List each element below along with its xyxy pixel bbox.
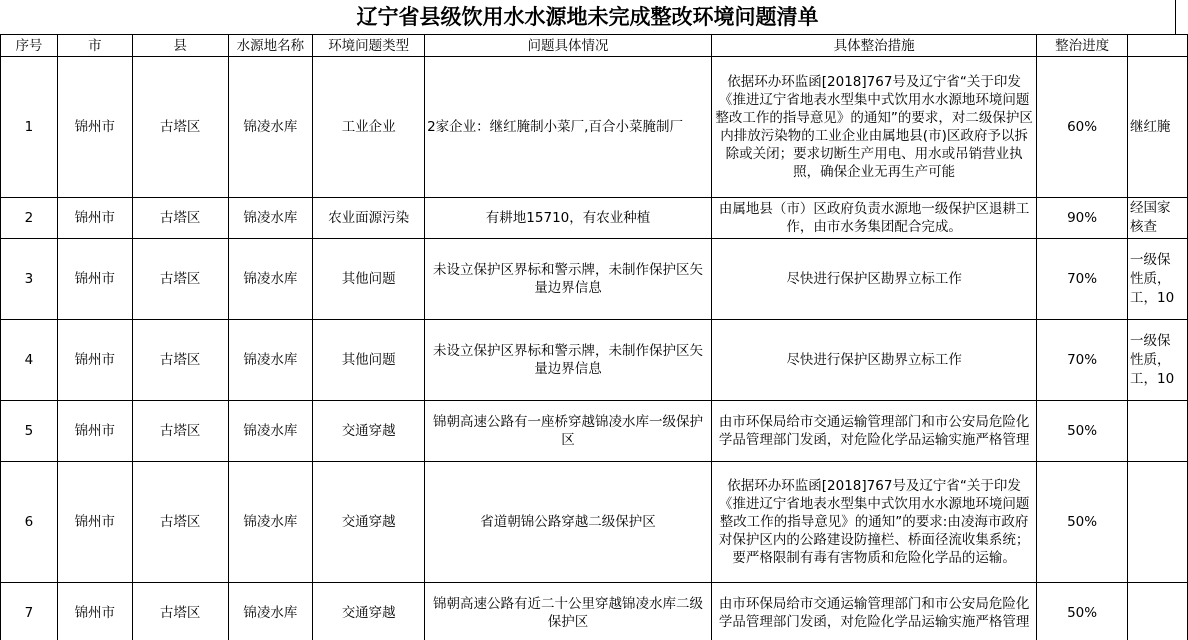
extra-cell[interactable] <box>1127 57 1187 198</box>
measure-cell[interactable]: 依据环办环监函[2018]767号及辽宁省“关于印发《推进辽宁省地表水型集中式饮用水水源地环境问题整改工作的指导意见》的通知”的要求，对二级保护区内排放污染物的工业企业由属地县(市)区政府予以拆除或关闭；要求切断生产用电、用水或吊销营业执照，确保企业无再生产可能 <box>711 57 1036 198</box>
header-no[interactable]: 序号 <box>1 35 58 57</box>
measure-cell[interactable]: 由市环保局给市交通运输管理部门和市公安局危险化学品管理部门发函，对危险化学品运输实施严格管理 <box>711 401 1036 462</box>
header-city[interactable]: 市 <box>57 35 132 57</box>
extra-cell-line: 一级保 <box>1129 332 1171 349</box>
header-measures[interactable]: 具体整治措施 <box>711 35 1036 57</box>
city-cell[interactable]: 锦州市 <box>57 462 132 583</box>
county-cell[interactable]: 古塔区 <box>132 583 228 640</box>
extra-cell[interactable] <box>1127 320 1187 401</box>
progress-cell[interactable]: 60% <box>1037 57 1128 198</box>
county-cell[interactable]: 古塔区 <box>132 57 228 198</box>
issue-detail-cell[interactable]: 未设立保护区界标和警示牌，未制作保护区矢量边界信息 <box>425 320 712 401</box>
progress-cell[interactable]: 70% <box>1037 239 1128 320</box>
extra-cell-line: 继红腌 <box>1129 118 1171 135</box>
table-row <box>1 401 1188 462</box>
measure-cell[interactable]: 由市环保局给市交通运输管理部门和市公安局危险化学品管理部门发函，对危险化学品运输实施严格管理 <box>711 583 1036 640</box>
issue-type-cell[interactable]: 工业企业 <box>313 57 425 198</box>
title-tail-cell <box>1176 0 1188 35</box>
row-no-cell[interactable]: 2 <box>1 198 58 239</box>
source-name-cell[interactable]: 锦凌水库 <box>228 462 313 583</box>
city-cell[interactable]: 锦州市 <box>57 401 132 462</box>
source-name-cell[interactable]: 锦凌水库 <box>228 401 313 462</box>
row-no-cell[interactable]: 7 <box>1 583 58 640</box>
sheet-title: 辽宁省县级饮用水水源地未完成整改环境问题清单 <box>0 0 1176 34</box>
city-cell[interactable]: 锦州市 <box>57 583 132 640</box>
row-no-cell[interactable]: 6 <box>1 462 58 583</box>
measure-cell[interactable]: 由属地县（市）区政府负责水源地一级保护区退耕工作，由市水务集团配合完成。 <box>711 198 1036 239</box>
table-row <box>1 583 1188 640</box>
city-cell[interactable]: 锦州市 <box>57 239 132 320</box>
source-name-cell[interactable]: 锦凌水库 <box>228 583 313 640</box>
row-no-cell[interactable]: 3 <box>1 239 58 320</box>
extra-cell[interactable] <box>1127 462 1187 583</box>
county-cell[interactable]: 古塔区 <box>132 462 228 583</box>
county-cell[interactable]: 古塔区 <box>132 320 228 401</box>
table-row <box>1 320 1188 401</box>
progress-cell[interactable]: 70% <box>1037 320 1128 401</box>
issue-detail-cell[interactable]: 未设立保护区界标和警示牌，未制作保护区矢量边界信息 <box>425 239 712 320</box>
issue-detail-cell[interactable]: 锦朝高速公路有近二十公里穿越锦凌水库二级保护区 <box>425 583 712 640</box>
progress-cell[interactable]: 50% <box>1037 583 1128 640</box>
city-cell[interactable]: 锦州市 <box>57 57 132 198</box>
extra-cell-line: 工，10 <box>1129 370 1175 387</box>
progress-cell[interactable]: 90% <box>1037 198 1128 239</box>
extra-cell-line: 经国家 <box>1129 200 1171 216</box>
header-issue-detail[interactable]: 问题具体情况 <box>425 35 712 57</box>
county-cell[interactable]: 古塔区 <box>132 239 228 320</box>
header-row <box>1 35 1188 57</box>
table-row <box>1 462 1188 583</box>
progress-cell[interactable]: 50% <box>1037 401 1128 462</box>
extra-cell-line: 工，10 <box>1129 289 1175 306</box>
extra-cell[interactable] <box>1127 198 1187 239</box>
issue-type-cell[interactable]: 交通穿越 <box>313 583 425 640</box>
extra-cell-line: 性质， <box>1129 270 1171 287</box>
issue-type-cell[interactable]: 农业面源污染 <box>313 198 425 239</box>
header-source-name[interactable]: 水源地名称 <box>228 35 313 57</box>
header-issue-type[interactable]: 环境问题类型 <box>313 35 425 57</box>
row-no-cell[interactable]: 5 <box>1 401 58 462</box>
extra-cell[interactable] <box>1127 401 1187 462</box>
county-cell[interactable]: 古塔区 <box>132 401 228 462</box>
row-no-cell[interactable]: 1 <box>1 57 58 198</box>
issue-detail-cell[interactable]: 有耕地15710，有农业种植 <box>425 198 712 239</box>
table-row <box>1 57 1188 198</box>
header-progress[interactable]: 整治进度 <box>1037 35 1128 57</box>
header-county[interactable]: 县 <box>132 35 228 57</box>
source-name-cell[interactable]: 锦凌水库 <box>228 239 313 320</box>
county-cell[interactable]: 古塔区 <box>132 198 228 239</box>
extra-cell-line: 一级保 <box>1129 251 1171 268</box>
issue-type-cell[interactable]: 其他问题 <box>313 239 425 320</box>
progress-cell[interactable]: 50% <box>1037 462 1128 583</box>
source-name-cell[interactable]: 锦凌水库 <box>228 320 313 401</box>
table-row <box>1 239 1188 320</box>
issue-type-cell[interactable]: 其他问题 <box>313 320 425 401</box>
table-row <box>1 198 1188 239</box>
issue-detail-cell[interactable]: 锦朝高速公路有一座桥穿越锦凌水库一级保护区 <box>425 401 712 462</box>
row-no-cell[interactable]: 4 <box>1 320 58 401</box>
issue-type-cell[interactable]: 交通穿越 <box>313 401 425 462</box>
extra-cell[interactable] <box>1127 239 1187 320</box>
measure-cell[interactable]: 依据环办环监函[2018]767号及辽宁省“关于印发《推进辽宁省地表水型集中式饮用水水源地环境问题整改工作的指导意见》的通知”的要求:由凌海市政府对保护区内的公路建设防撞栏、桥面径流收集系统；要严格限制有毒有害物质和危险化学品的运输。 <box>711 462 1036 583</box>
extra-cell-line: 核查 <box>1129 219 1157 235</box>
city-cell[interactable]: 锦州市 <box>57 320 132 401</box>
extra-cell-line: 性质， <box>1129 351 1171 368</box>
city-cell[interactable]: 锦州市 <box>57 198 132 239</box>
header-extra[interactable] <box>1127 35 1187 57</box>
source-name-cell[interactable]: 锦凌水库 <box>228 198 313 239</box>
extra-cell[interactable] <box>1127 583 1187 640</box>
measure-cell[interactable]: 尽快进行保护区勘界立标工作 <box>711 239 1036 320</box>
issue-type-cell[interactable]: 交通穿越 <box>313 462 425 583</box>
issue-detail-cell[interactable]: 2家企业：继红腌制小菜厂,百合小菜腌制厂 <box>425 57 712 198</box>
issue-detail-cell[interactable]: 省道朝锦公路穿越二级保护区 <box>425 462 712 583</box>
source-name-cell[interactable]: 锦凌水库 <box>228 57 313 198</box>
measure-cell[interactable]: 尽快进行保护区勘界立标工作 <box>711 320 1036 401</box>
issue-table <box>0 34 1188 640</box>
